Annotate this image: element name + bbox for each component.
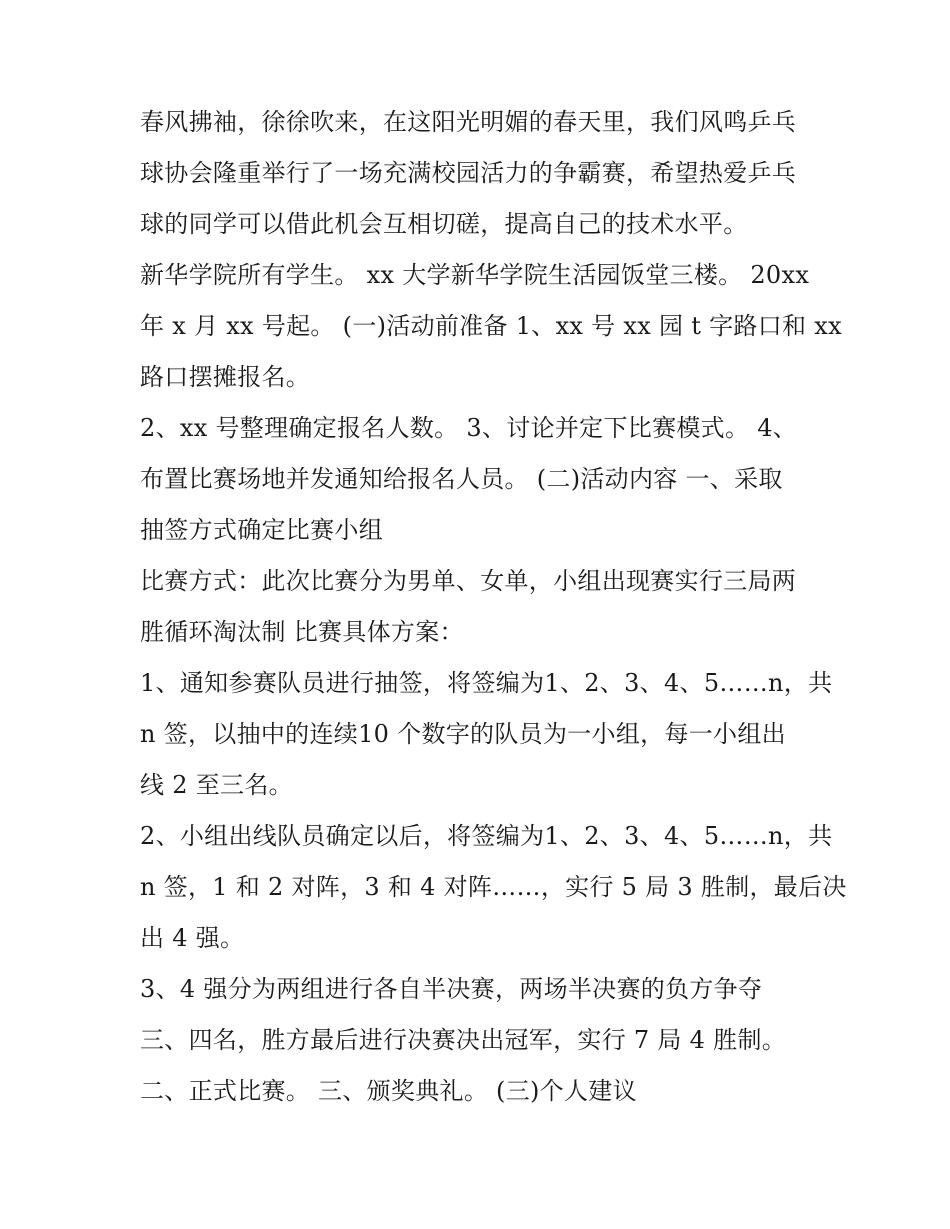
- text-line: 布置比赛场地并发通知给报名人员。 (二)活动内容 一、采取: [140, 465, 783, 493]
- text-line: 2、xx 号整理确定报名人数。 3、讨论并定下比赛模式。 4、: [140, 414, 798, 442]
- text-line: 春风拂袖，徐徐吹来，在这阳光明媚的春天里，我们风鸣乒乓: [140, 108, 797, 136]
- text-line: 线 2 至三名。: [140, 771, 293, 799]
- text-line: 2、小组出线队员确定以后，将签编为1、2、3、4、5……n，共: [140, 822, 833, 850]
- text-line: 球协会隆重举行了一场充满校园活力的争霸赛，希望热爱乒乓: [140, 159, 797, 187]
- text-line: 比赛方式：此次比赛分为男单、女单，小组出现赛实行三局两: [140, 567, 797, 595]
- text-line: 年 x 月 xx 号起。 (一)活动前准备 1、xx 号 xx 园 t 字路口和 xx: [140, 312, 842, 340]
- text-line: 三、四名，胜方最后进行决赛决出冠军，实行 7 局 4 胜制。: [140, 1026, 787, 1054]
- text-line: 出 4 强。: [140, 924, 245, 952]
- document-body: [140, 97, 847, 1117]
- text-line: n 签，以抽中的连续10 个数字的队员为一小组，每一小组出: [140, 720, 786, 748]
- text-line: 1、通知参赛队员进行抽签，将签编为1、2、3、4、5……n，共: [140, 669, 833, 697]
- text-line: 新华学院所有学生。 xx 大学新华学院生活园饭堂三楼。 20xx: [140, 261, 810, 289]
- text-line: 抽签方式确定比赛小组: [140, 516, 383, 544]
- text-line: 球的同学可以借此机会互相切磋，提高自己的技术水平。: [140, 210, 748, 238]
- text-line: 胜循环淘汰制 比赛具体方案：: [140, 618, 464, 646]
- text-line: 二、正式比赛。 三、颁奖典礼。 (三)个人建议: [140, 1077, 637, 1105]
- text-line: 路口摆摊报名。: [140, 363, 311, 391]
- text-line: 3、4 强分为两组进行各自半决赛，两场半决赛的负方争夺: [140, 975, 763, 1003]
- text-line: n 签，1 和 2 对阵，3 和 4 对阵……，实行 5 局 3 胜制，最后决: [140, 873, 847, 901]
